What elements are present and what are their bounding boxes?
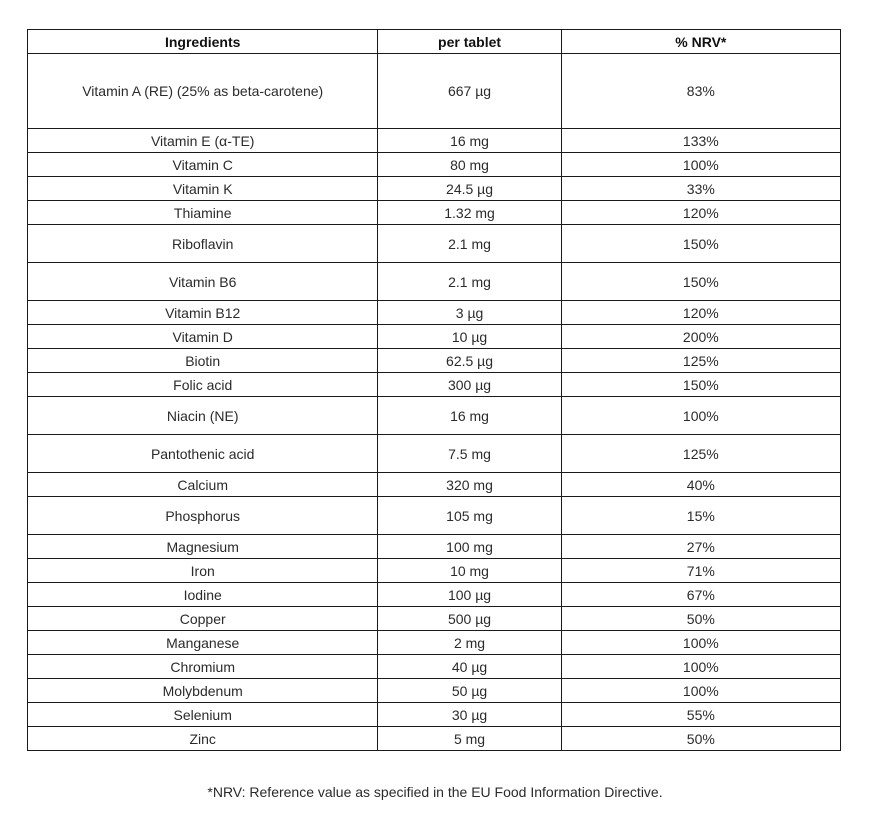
cell-ingredient: Folic acid: [28, 373, 378, 397]
cell-nrv: 15%: [561, 497, 840, 535]
cell-nrv: 125%: [561, 435, 840, 473]
table-row: [28, 397, 841, 435]
cell-nrv: 50%: [561, 607, 840, 631]
cell-nrv: 55%: [561, 703, 840, 727]
table-header-row: [28, 30, 841, 54]
nutrition-table: [27, 29, 841, 751]
cell-nrv: 120%: [561, 301, 840, 325]
cell-per-tablet: 5 mg: [378, 727, 561, 751]
table-row: [28, 497, 841, 535]
table-row: [28, 129, 841, 153]
cell-ingredient: Niacin (NE): [28, 397, 378, 435]
cell-ingredient: Phosphorus: [28, 497, 378, 535]
cell-ingredient: Biotin: [28, 349, 378, 373]
cell-per-tablet: 500 µg: [378, 607, 561, 631]
cell-per-tablet: 2.1 mg: [378, 225, 561, 263]
cell-ingredient: Riboflavin: [28, 225, 378, 263]
footnote: *NRV: Reference value as specified in the EU Food Information Directive.: [207, 784, 663, 800]
cell-ingredient: Molybdenum: [28, 679, 378, 703]
table-row: [28, 225, 841, 263]
table-row: [28, 655, 841, 679]
cell-ingredient: Vitamin B6: [28, 263, 378, 301]
cell-per-tablet: 16 mg: [378, 129, 561, 153]
cell-per-tablet: 7.5 mg: [378, 435, 561, 473]
cell-ingredient: Vitamin K: [28, 177, 378, 201]
cell-ingredient: Vitamin B12: [28, 301, 378, 325]
cell-nrv: 100%: [561, 153, 840, 177]
cell-per-tablet: 10 mg: [378, 559, 561, 583]
cell-ingredient: Iron: [28, 559, 378, 583]
cell-ingredient: Selenium: [28, 703, 378, 727]
table-row: [28, 349, 841, 373]
cell-per-tablet: 105 mg: [378, 497, 561, 535]
cell-ingredient: Vitamin E (α-TE): [28, 129, 378, 153]
cell-nrv: 27%: [561, 535, 840, 559]
header-per-tablet: per tablet: [378, 30, 561, 54]
cell-nrv: 71%: [561, 559, 840, 583]
cell-per-tablet: 300 µg: [378, 373, 561, 397]
cell-per-tablet: 2 mg: [378, 631, 561, 655]
table-row: [28, 54, 841, 129]
cell-per-tablet: 50 µg: [378, 679, 561, 703]
table-row: [28, 727, 841, 751]
table-row: [28, 473, 841, 497]
cell-per-tablet: 16 mg: [378, 397, 561, 435]
table-row: [28, 263, 841, 301]
table-row: [28, 435, 841, 473]
cell-nrv: 83%: [561, 54, 840, 129]
cell-per-tablet: 320 mg: [378, 473, 561, 497]
cell-nrv: 133%: [561, 129, 840, 153]
cell-nrv: 100%: [561, 679, 840, 703]
cell-nrv: 50%: [561, 727, 840, 751]
cell-per-tablet: 100 mg: [378, 535, 561, 559]
cell-ingredient: Zinc: [28, 727, 378, 751]
cell-nrv: 150%: [561, 373, 840, 397]
table-row: [28, 607, 841, 631]
table-row: [28, 373, 841, 397]
table-row: [28, 153, 841, 177]
table-row: [28, 301, 841, 325]
cell-ingredient: Iodine: [28, 583, 378, 607]
cell-ingredient: Vitamin C: [28, 153, 378, 177]
cell-nrv: 120%: [561, 201, 840, 225]
cell-per-tablet: 100 µg: [378, 583, 561, 607]
cell-nrv: 100%: [561, 655, 840, 679]
table-row: [28, 325, 841, 349]
cell-per-tablet: 62.5 µg: [378, 349, 561, 373]
cell-nrv: 67%: [561, 583, 840, 607]
cell-per-tablet: 24.5 µg: [378, 177, 561, 201]
cell-ingredient: Chromium: [28, 655, 378, 679]
cell-nrv: 150%: [561, 225, 840, 263]
cell-per-tablet: 40 µg: [378, 655, 561, 679]
cell-nrv: 125%: [561, 349, 840, 373]
table-row: [28, 631, 841, 655]
table-row: [28, 679, 841, 703]
cell-ingredient: Pantothenic acid: [28, 435, 378, 473]
cell-ingredient: Vitamin D: [28, 325, 378, 349]
cell-per-tablet: 80 mg: [378, 153, 561, 177]
table-row: [28, 559, 841, 583]
table-row: [28, 535, 841, 559]
table-row: [28, 703, 841, 727]
cell-nrv: 100%: [561, 631, 840, 655]
header-ingredients: Ingredients: [28, 30, 378, 54]
cell-per-tablet: 1.32 mg: [378, 201, 561, 225]
cell-per-tablet: 3 µg: [378, 301, 561, 325]
header-nrv: % NRV*: [561, 30, 840, 54]
table-row: [28, 177, 841, 201]
cell-per-tablet: 30 µg: [378, 703, 561, 727]
cell-ingredient: Calcium: [28, 473, 378, 497]
cell-nrv: 150%: [561, 263, 840, 301]
cell-nrv: 33%: [561, 177, 840, 201]
cell-ingredient: Thiamine: [28, 201, 378, 225]
cell-nrv: 200%: [561, 325, 840, 349]
cell-per-tablet: 667 µg: [378, 54, 561, 129]
cell-ingredient: Copper: [28, 607, 378, 631]
cell-nrv: 100%: [561, 397, 840, 435]
cell-per-tablet: 2.1 mg: [378, 263, 561, 301]
cell-nrv: 40%: [561, 473, 840, 497]
cell-ingredient: Magnesium: [28, 535, 378, 559]
table-body: [28, 54, 841, 751]
cell-per-tablet: 10 µg: [378, 325, 561, 349]
cell-ingredient: Vitamin A (RE) (25% as beta-carotene): [28, 54, 378, 129]
table-row: [28, 583, 841, 607]
table-row: [28, 201, 841, 225]
cell-ingredient: Manganese: [28, 631, 378, 655]
